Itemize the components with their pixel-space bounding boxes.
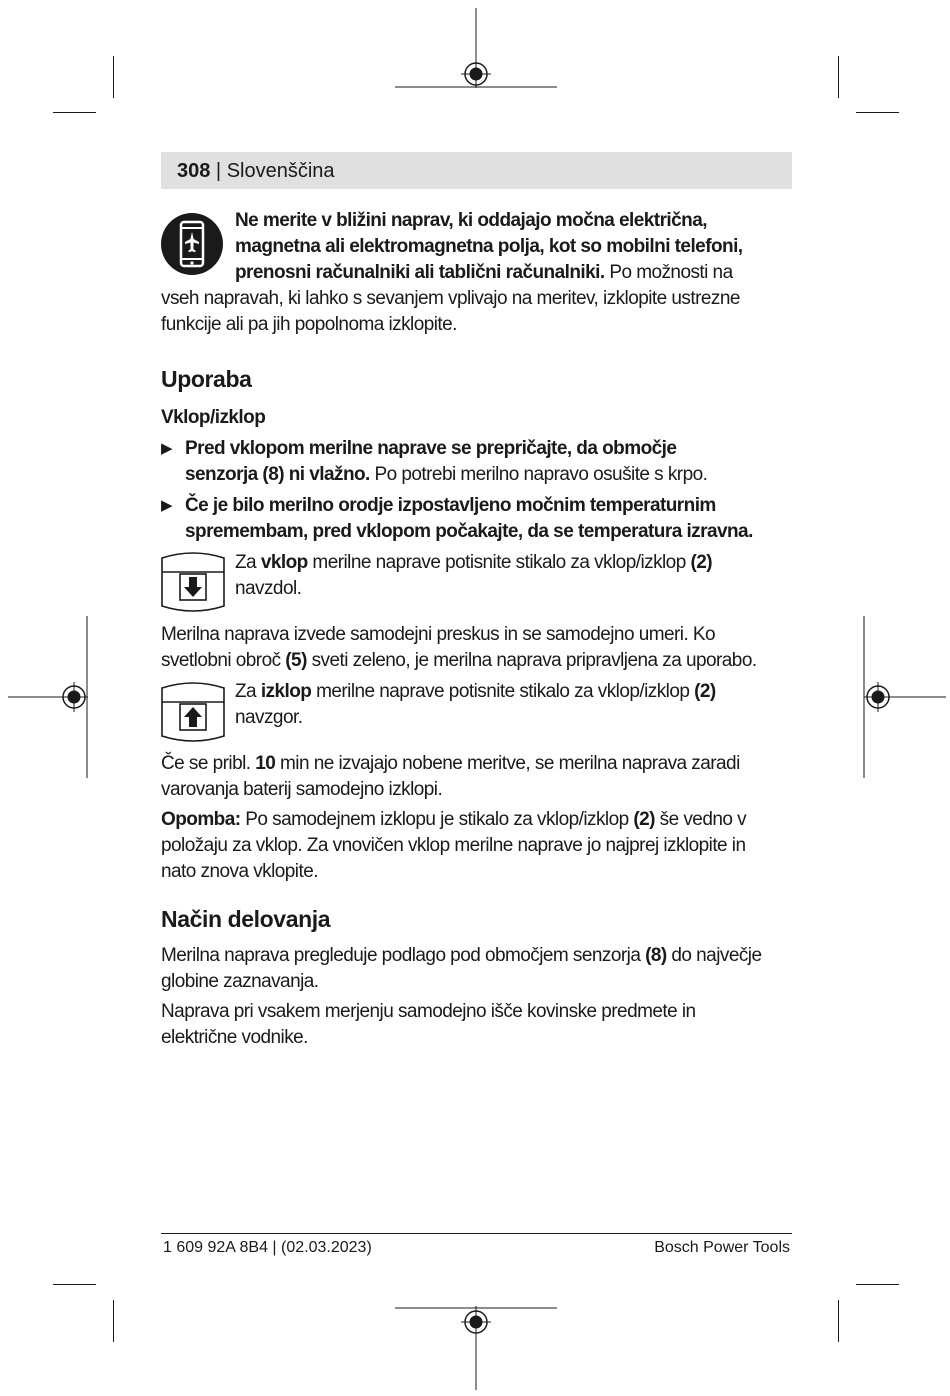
switch-off-text [235,679,795,731]
bullet-triangle-icon: ▶ [161,497,172,514]
note-paragraph [161,807,792,885]
paragraph-line: (2) [633,809,655,830]
registration-mark-bottom [395,1306,557,1390]
paragraph-line: Po samodejnem izklopu je stikalo za vklop/izklop [240,809,634,830]
instruction-text: Za [235,681,261,702]
bullet-text: senzorja (8) ni vlažno. [185,464,370,485]
footer-doc-id: 1 609 92A 8B4 | (02.03.2023) [163,1239,372,1256]
switch-on-text [235,550,795,602]
instruction-text: Za [235,552,261,573]
crop-mark [838,56,839,98]
instruction-text: (2) [694,681,716,702]
warning-paragraph [161,208,792,338]
instruction-text: izklop [260,681,312,702]
paragraph-line: nato znova vklopite. [161,861,318,882]
bullet-text: spremembam, pred vklopom počakajte, da se temperatura izravna. [185,521,753,542]
paragraph-line: svetlobni obroč [161,650,286,671]
paragraph-line: Naprava pri vsakem merjenju samodejno išče kovinske predmete in [161,1001,696,1022]
function-paragraph [161,943,792,995]
page-number: 308 [177,160,211,182]
instruction-text: navzgor. [235,707,303,728]
function-paragraph-2 [161,999,792,1051]
bullet-text: Po potrebi merilno napravo osušite s krpo. [369,464,708,485]
paragraph-line: Merilna naprava pregleduje podlago pod območjem senzorja [161,945,646,966]
paragraph-line: Če se pribl. [161,753,256,774]
warning-line: funkcije ali pa jih popolnoma izklopite. [161,314,457,335]
footer-rule [161,1233,792,1234]
warning-line: magnetna ali elektromagnetna polja, kot so mobilni telefoni, [235,236,743,257]
bullet-text: Pred vklopom merilne naprave se prepričajte, da območje [185,438,677,459]
paragraph-line: sveti zeleno, je merilna naprava pripravljena za uporabo. [306,650,757,671]
footer-brand: Bosch Power Tools [654,1239,790,1256]
warning-line: Po možnosti na [604,262,733,283]
crop-mark [53,112,96,113]
crop-mark [856,1284,899,1285]
crop-mark [838,1300,839,1342]
instruction-text: vklop [260,552,308,573]
paragraph-line: (8) [645,945,667,966]
paragraph-line: 10 [255,753,276,774]
paragraph-line: Merilna naprava izvede samodejni preskus in se samodejno umeri. Ko [161,624,716,645]
section-heading-nacin-delovanja: Način delovanja [161,906,331,932]
header-language: Slovenščina [226,160,335,182]
crop-mark [53,1284,96,1285]
bullet-text: Če je bilo merilno orodje izpostavljeno močnim temperaturnim [185,495,716,516]
instruction-text: navzdol. [235,578,302,599]
page-header [177,158,335,184]
section-heading-uporaba: Uporaba [161,366,252,392]
switch-down-icon [161,550,225,614]
subheading-vklop-izklop: Vklop/izklop [161,407,266,428]
registration-mark-right [862,616,946,778]
crop-mark [113,56,114,98]
note-label: Opomba: [161,809,241,830]
warning-line: vseh napravah, ki lahko s sevanjem vplivajo na meritev, izklopite ustrezne [161,288,740,309]
warning-line: prenosni računalniki ali tablični računalniki. [235,262,605,283]
paragraph-line: globine zaznavanja. [161,971,319,992]
header-separator: | [210,160,227,182]
bullet-item [161,493,792,545]
paragraph-line: (5) [285,650,307,671]
auto-off-paragraph [161,751,792,803]
crop-mark [113,1300,114,1342]
registration-mark-left [8,616,90,778]
paragraph-line: še vedno v [654,809,747,830]
registration-mark-top [395,8,557,90]
warning-line: Ne merite v bližini naprav, ki oddajajo močna električna, [235,210,707,231]
instruction-text: (2) [690,552,713,573]
paragraph-line: min ne izvajajo nobene meritve, se merilna naprava zaradi [275,753,740,774]
instruction-text: merilne naprave potisnite stikalo za vklop/izklop [311,681,695,702]
paragraph-line: do največje [666,945,762,966]
crop-mark [856,112,899,113]
selftest-paragraph [161,622,792,674]
paragraph-line: električne vodnike. [161,1027,308,1048]
switch-up-icon [161,680,225,744]
paragraph-line: položaju za vklop. Za vnovičen vklop merilne naprave jo najprej izklopite in [161,835,746,856]
bullet-triangle-icon: ▶ [161,440,172,457]
paragraph-line: varovanja baterij samodejno izklopi. [161,779,443,800]
bullet-item [161,436,792,488]
instruction-text: merilne naprave potisnite stikalo za vklop/izklop [307,552,691,573]
